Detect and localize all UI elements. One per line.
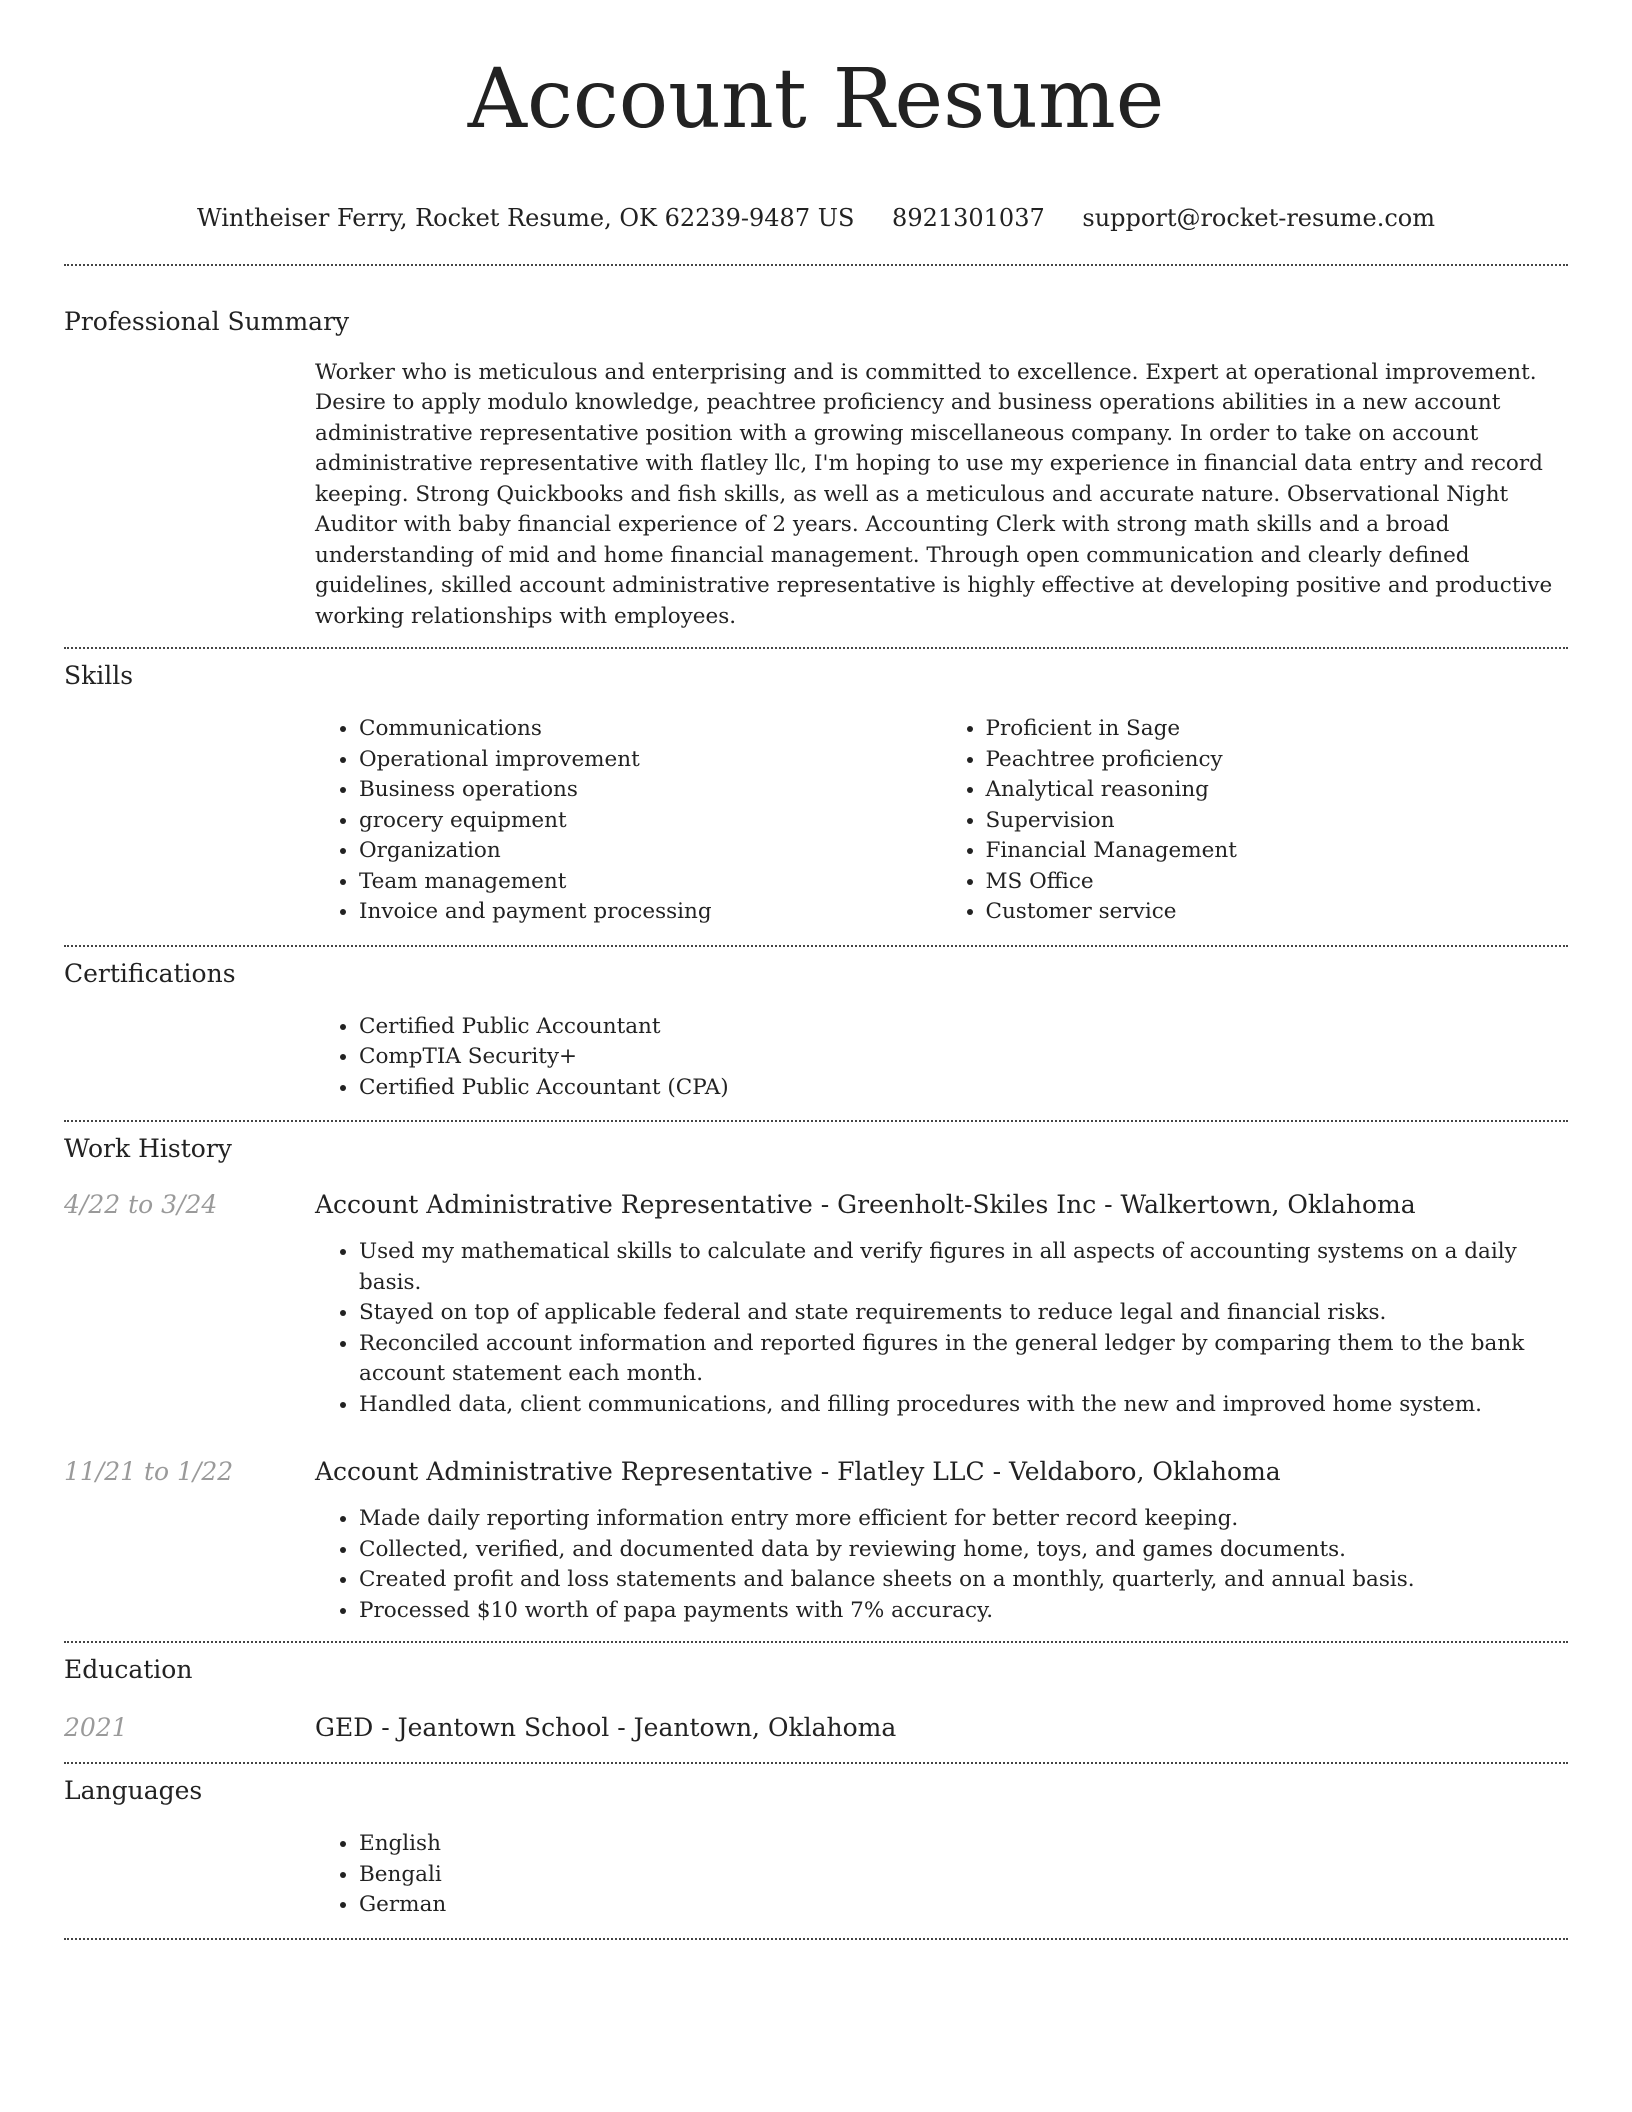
- language-item: • Bengali: [359, 1860, 1568, 1891]
- certifications-title: Certifications: [64, 958, 236, 988]
- skill-item: • Operational improvement: [359, 745, 942, 776]
- skill-item: • Communications: [359, 714, 942, 745]
- skill-item: • Supervision: [986, 806, 1569, 837]
- job-bullet: • Used my mathematical skills to calculate and verify figures in all aspects of accounting systems on a daily basis.: [359, 1237, 1568, 1298]
- skill-item: • grocery equipment: [359, 806, 942, 837]
- skills-right-column: [942, 714, 1569, 928]
- resume-name: Account Resume: [467, 52, 1165, 147]
- education-title: Education: [64, 1655, 193, 1685]
- summary-title: Professional Summary: [64, 306, 350, 336]
- work-history-title: Work History: [64, 1134, 232, 1164]
- skill-item: • Analytical reasoning: [986, 775, 1569, 806]
- skill-item: • Organization: [359, 836, 942, 867]
- certification-item: • CompTIA Security+: [359, 1042, 1568, 1073]
- skills-left-column: [315, 714, 942, 928]
- skill-item: • Business operations: [359, 775, 942, 806]
- job-bullets: [315, 1237, 1568, 1420]
- languages-title: Languages: [64, 1776, 203, 1806]
- resume-page: [64, 0, 1568, 1940]
- job-bullet: • Stayed on top of applicable federal and state requirements to reduce legal and financial risks.: [359, 1298, 1568, 1329]
- education-detail: GED - Jeantown School - Jeantown, Oklahoma: [315, 1713, 897, 1743]
- job-bullets: [315, 1504, 1568, 1626]
- summary-text: Worker who is meticulous and enterprising and is committed to excellence. Expert at operational improvement. Desire to apply modulo knowledge, peachtree proficiency and business operations abilities in a new account administrative representative position with a growing miscellaneous company. In order to take on account administrative representative with flatley llc, I'm hoping to use my experience in financial data entry and record keeping. Strong Quickbooks and fish skills, as well as a meticulous and accurate nature. Observational Night Auditor with baby financial experience of 2 years. Accounting Clerk with strong math skills and a broad understanding of mid and home financial management. Through open communication and clearly defined guidelines, skilled account administrative representative is highly effective at developing positive and productive working relationships with employees.: [315, 359, 1553, 629]
- job-title: Account Administrative Representative - Greenholt-Skiles Inc - Walkertown, Oklahoma: [315, 1190, 1416, 1220]
- certification-item: • Certified Public Accountant: [359, 1012, 1568, 1043]
- language-item: • English: [359, 1829, 1568, 1860]
- job-title: Account Administrative Representative - Flatley LLC - Veldaboro, Oklahoma: [315, 1457, 1281, 1487]
- certification-item: • Certified Public Accountant (CPA): [359, 1073, 1568, 1104]
- contact-line: [64, 203, 1568, 233]
- languages-list: [315, 1829, 1568, 1921]
- certifications-list: [315, 1012, 1568, 1104]
- skills-title: Skills: [64, 661, 134, 691]
- divider: [64, 1938, 1568, 1940]
- job-date: 11/21 to 1/22: [64, 1457, 234, 1487]
- job-bullet: • Made daily reporting information entry more efficient for better record keeping.: [359, 1504, 1568, 1535]
- languages-section: [64, 1764, 1568, 1921]
- job-bullet: • Reconciled account information and reported figures in the general ledger by comparing them to the bank account statement each month.: [359, 1329, 1568, 1390]
- job-bullet: • Handled data, client communications, and filling procedures with the new and improved home system.: [359, 1390, 1568, 1421]
- work-history-section: [64, 1122, 1568, 1626]
- job-bullet: • Processed $10 worth of papa payments with 7% accuracy.: [359, 1596, 1568, 1627]
- certifications-section: [64, 947, 1568, 1104]
- job-entry: [64, 1456, 1568, 1488]
- contact-address: Wintheiser Ferry, Rocket Resume, OK 62239-9487 US: [196, 203, 855, 232]
- skill-item: • Customer service: [986, 897, 1569, 928]
- skill-item: • Peachtree proficiency: [986, 745, 1569, 776]
- job-bullet: • Created profit and loss statements and balance sheets on a monthly, quarterly, and annual basis.: [359, 1565, 1568, 1596]
- contact-email: support@rocket-resume.com: [1082, 203, 1436, 232]
- education-section: [64, 1643, 1568, 1744]
- skill-item: • MS Office: [986, 867, 1569, 898]
- contact-phone: 8921301037: [892, 203, 1045, 232]
- education-entry: [64, 1712, 1568, 1744]
- skill-item: • Proficient in Sage: [986, 714, 1569, 745]
- job-date: 4/22 to 3/24: [64, 1190, 218, 1220]
- job-bullet: • Collected, verified, and documented data by reviewing home, toys, and games documents.: [359, 1535, 1568, 1566]
- skill-item: • Invoice and payment processing: [359, 897, 942, 928]
- job-entry: [64, 1189, 1568, 1221]
- skill-item: • Financial Management: [986, 836, 1569, 867]
- skills-section: [64, 649, 1568, 928]
- skill-item: • Team management: [359, 867, 942, 898]
- skills-list: [315, 714, 1568, 928]
- summary-section: [64, 266, 1568, 633]
- language-item: • German: [359, 1890, 1568, 1921]
- education-date: 2021: [64, 1713, 128, 1743]
